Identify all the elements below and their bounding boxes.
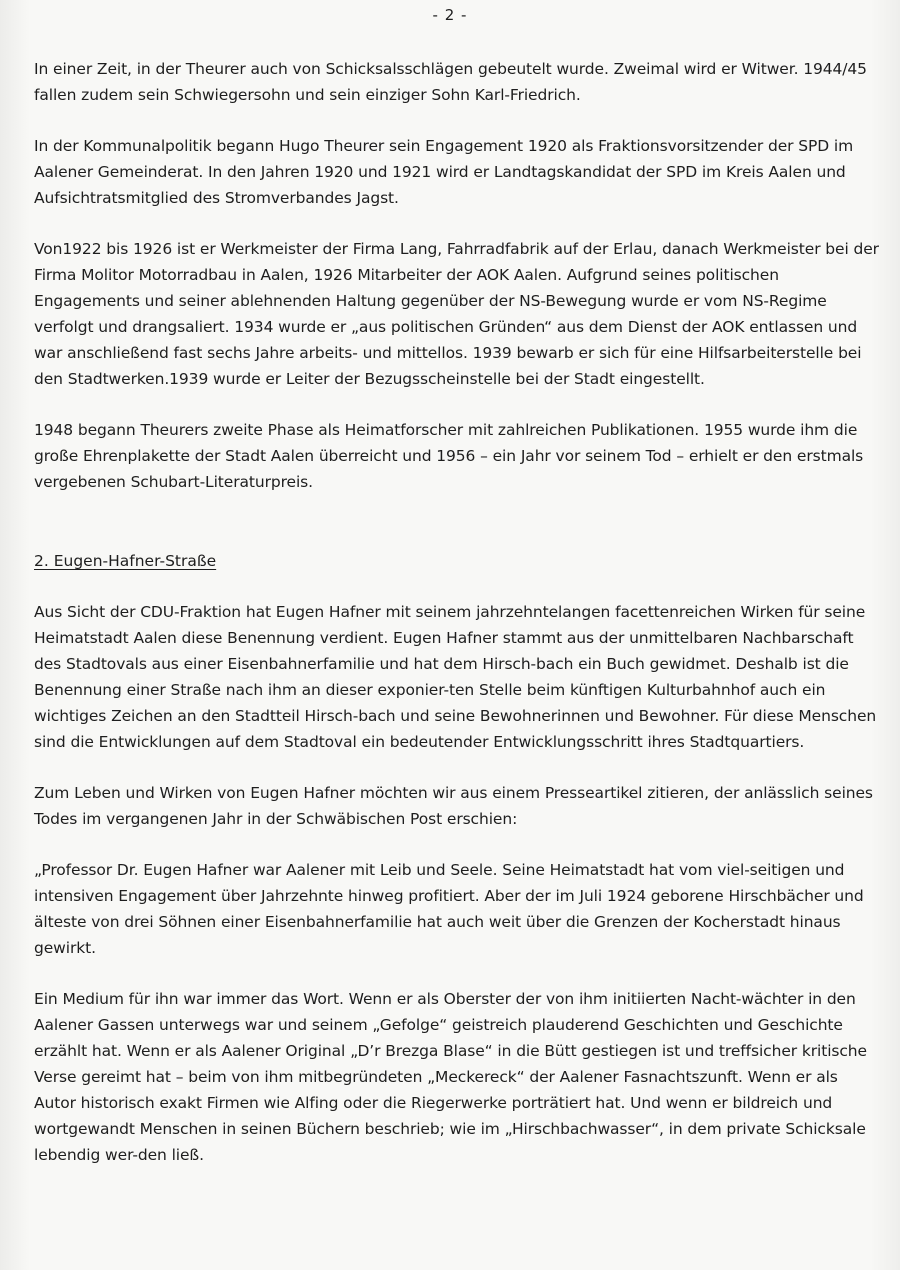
- paragraph-hafner-quote-1: „Professor Dr. Eugen Hafner war Aalener mit Leib und Seele. Seine Heimatstadt hat vom viel-seitigen und intensiven Engagement über Jahrzehnte hinweg profitiert. Aber der im Juli 1924 geborene Hirschbächer und älteste von drei Söhnen einer Eisenbahnerfamilie hat auch weit über die Grenzen der Kocherstadt hinaus gewirkt.: [34, 861, 864, 957]
- paragraph-hafner-reason: Aus Sicht der CDU-Fraktion hat Eugen Hafner mit seinem jahrzehntelangen facettenreichen Wirken für seine Heimatstadt Aalen diese Benennung verdient. Eugen Hafner stammt aus der unmittelbaren Nachbarschaft des Stadtovals aus einer Eisenbahnerfamilie und hat dem Hirsch-bach ein Buch gewidmet. Deshalb ist die Benennung einer Straße nach ihm an dieser exponier-ten Stelle beim künftigen Kulturbahnhof auch ein wichtiges Zeichen an den Stadtteil Hirsch-bach und seine Bewohnerinnen und Bewohner. Für diese Menschen sind die Entwicklungen auf dem Stadtoval ein bedeutender Entwicklungsschritt ihres Stadtquartiers.: [34, 603, 877, 751]
- paragraph-theurer-career: Von1922 bis 1926 ist er Werkmeister der Firma Lang, Fahrradfabrik auf der Erlau, danach Werkmeister bei der Firma Molitor Motorradbau in Aalen, 1926 Mitarbeiter der AOK Aalen. Aufgrund seines politischen Engagements und seiner ablehnenden Haltung gegenüber der NS-Bewegung wurde er vom NS-Regime verfolgt und drangsaliert. 1934 wurde er „aus politischen Gründen“ aus dem Dienst der AOK entlassen und war anschließend fast sechs Jahre arbeits- und mittellos. 1939 bewarb er sich für eine Hilfsarbeiterstelle bei den Stadtwerken.1939 wurde er Leiter der Bezugsscheinstelle bei der Stadt eingestellt.: [34, 240, 879, 388]
- paragraph-hafner-quote-2: Ein Medium für ihn war immer das Wort. Wenn er als Oberster der von ihm initiierten Nacht-wächter in den Aalener Gassen unterwegs war und seinem „Gefolge“ geistreich plauderend Geschichten und Geschichte erzählt hat. Wenn er als Aalener Original „D’r Brezga Blase“ in die Bütt gestiegen ist und treffsicher kritische Verse gereimt hat – beim von ihm mitbegründeten „Meckereck“ der Aalener Fasnachtszunft. Wenn er als Autor historisch exakt Firmen wie Alfing oder die Riegerwerke porträtiert hat. Und wenn er bildreich und wortgewandt Menschen in seinen Büchern beschrieb; wie im „Hirschbachwasser“, in dem private Schicksale lebendig wer-den ließ.: [34, 990, 867, 1164]
- section-heading: 2. Eugen-Hafner-Straße: [34, 552, 217, 570]
- document-body: [34, 56, 880, 1168]
- paragraph-hafner-intro-quote: Zum Leben und Wirken von Eugen Hafner möchten wir aus einem Presseartikel zitieren, der anlässlich seines Todes im vergangenen Jahr in der Schwäbischen Post erschien:: [34, 784, 873, 828]
- paragraph-theurer-heimatforscher: 1948 begann Theurers zweite Phase als Heimatforscher mit zahlreichen Publikationen. 1955 wurde ihm die große Ehrenplakette der Stadt Aalen überreicht und 1956 – ein Jahr vor seinem Tod – erhielt er den erstmals vergebenen Schubart-Literaturpreis.: [34, 421, 864, 491]
- page-number: - 2 -: [432, 6, 468, 24]
- paragraph-theurer-losses: In einer Zeit, in der Theurer auch von Schicksalsschlägen gebeutelt wurde. Zweimal wird er Witwer. 1944/45 fallen zudem sein Schwiegersohn und sein einziger Sohn Karl-Friedrich.: [34, 60, 867, 104]
- paragraph-theurer-politics: In der Kommunalpolitik begann Hugo Theurer sein Engagement 1920 als Fraktionsvorsitzender der SPD im Aalener Gemeinderat. In den Jahren 1920 und 1921 wird er Landtagskandidat der SPD im Kreis Aalen und Aufsichtratsmitglied des Stromverbandes Jagst.: [34, 137, 854, 207]
